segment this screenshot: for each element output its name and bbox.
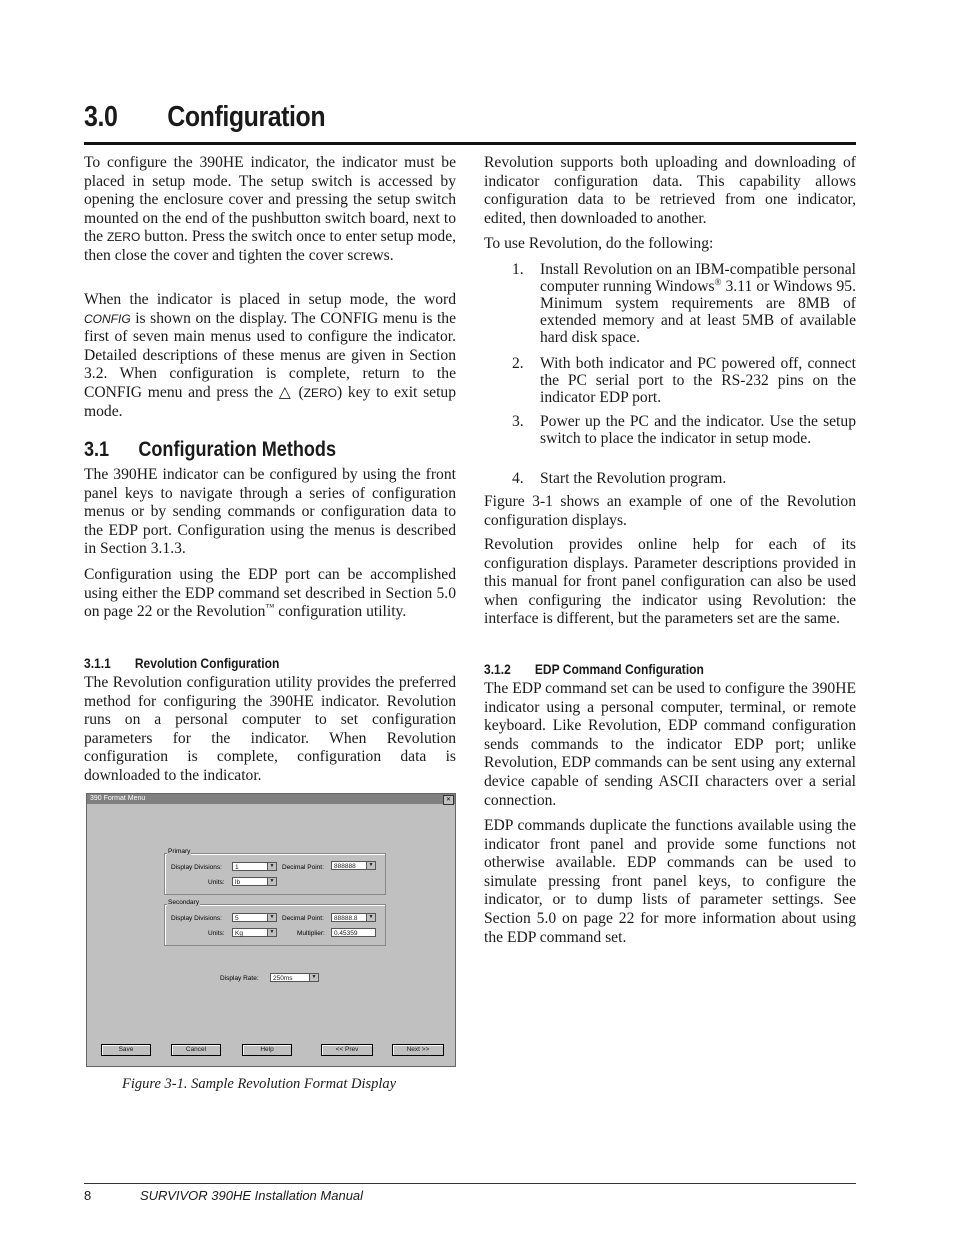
next-button[interactable]: Next >> [392,1044,444,1056]
multiplier-label: Multiplier: [297,930,325,937]
primary-group-label: Primary [168,848,191,855]
section-heading [84,101,325,134]
paragraph: Revolution provides online help for each of its configuration displays. Parameter descriptions provided in this manual for front panel configuration can also be used when configuring the indicator using Revolution: the interface is different, but the parameters set are the same. [484,536,856,628]
help-button[interactable]: Help [242,1044,292,1056]
dropdown-arrow-icon[interactable]: ▼ [267,863,276,870]
display-rate-label: Display Rate: [220,975,259,982]
primary-group [164,853,386,895]
display-rate-select[interactable]: 250ms ▼ [270,973,319,982]
footer-title: SURVIVOR 390HE Installation Manual [140,1188,364,1203]
cancel-button[interactable]: Cancel [171,1044,221,1056]
list-item: 2. With both indicator and PC powered off, connect the PC serial port to the RS-232 pins on the indicator EDP port. [512,355,856,406]
decimal-point-label: Decimal Point: [282,864,324,871]
format-menu-window [86,793,456,1067]
subsubsection-heading: 3.1.2 EDP Command Configuration [484,661,704,677]
paragraph: The EDP command set can be used to configure the 390HE indicator using a personal computer, terminal, or remote keyboard. Like Revolution, EDP command configuration sends commands to the indicator EDP port; unlike Revolution, EDP commands can be sent using any external device capable of sending ASCII characters over a serial connection. [484,680,856,809]
dropdown-arrow-icon[interactable]: ▼ [267,929,276,936]
paragraph: Revolution supports both uploading and downloading of indicator configuration data. This capability allows configuration data to be retrieved from one indicator, edited, then downloaded to another. [484,154,856,227]
primary-units-select[interactable]: lb ▼ [232,877,277,886]
zero-key-label: ZERO [303,385,337,400]
paragraph: The 390HE indicator can be configured by using the front panel keys to navigate through a series of configuration menus or by sending commands or configuration data to the EDP port. Configuration using the menus is described in Section 3.1.3. [84,466,456,558]
zero-key-label: ZERO [106,230,141,245]
footer-rule [84,1183,856,1184]
secondary-divisions-select[interactable]: 5 ▼ [232,913,277,922]
display-divisions-label: Display Divisions: [171,864,222,871]
primary-decimal-select[interactable]: 888888 ▼ [331,861,376,870]
subsection-heading: 3.1 Configuration Methods [84,438,336,461]
list-item: 1. Install Revolution on an IBM-compatible personal computer running Windows® 3.11 or Windows 95. Minimum system requirements are 8MB of extended memory and at least 5MB of available hard disk space. [512,261,856,346]
secondary-decimal-select[interactable]: 88888.8 ▼ [331,913,376,922]
primary-divisions-select[interactable]: 1 ▼ [232,862,277,871]
multiplier-input[interactable]: 0.45359 [331,928,376,937]
subsubsection-heading: 3.1.1 Revolution Configuration [84,655,280,671]
prev-button[interactable]: << Prev [321,1044,373,1056]
figure-caption: Figure 3-1. Sample Revolution Format Display [122,1076,397,1092]
dropdown-arrow-icon[interactable]: ▼ [267,878,276,885]
decimal-point-label: Decimal Point: [282,915,324,922]
window-title-bar [87,794,455,804]
dropdown-arrow-icon[interactable]: ▼ [267,914,276,921]
secondary-units-select[interactable]: Kg ▼ [232,928,277,937]
dropdown-arrow-icon[interactable]: ▼ [366,862,375,869]
page-number: 8 [84,1188,92,1203]
dropdown-arrow-icon[interactable]: ▼ [366,914,375,921]
paragraph: EDP commands duplicate the functions available using the indicator front panel and provide some functions not otherwise available. EDP commands can be used to simulate pressing front panel keys, to configure the indicator, or to dump lists of parameter settings. See Section 5.0 on page 22 for more information about using the EDP command set. [484,817,856,946]
section-number: 3.0 [84,101,118,133]
display-divisions-label: Display Divisions: [171,915,222,922]
list-item: 3. Power up the PC and the indicator. Use the setup switch to place the indicator in setup mode. [512,413,856,447]
dropdown-arrow-icon[interactable]: ▼ [309,974,318,981]
paragraph: Configuration using the EDP port can be accomplished using either the EDP command set described in Section 5.0 on page 22 or the Revolution™ configuration utility. [84,566,456,621]
paragraph: When the indicator is placed in setup mode, the word CONFIG is shown on the display. The CONFIG menu is the first of seven main menus used to configure the indicator. Detailed descriptions of these menus are given in Section 3.2. When configuration is complete, return to the CONFIG menu and press the △ (ZERO) key to exit setup mode. [84,291,456,420]
section-title: Configuration [167,101,326,133]
paragraph: To use Revolution, do the following: [484,235,714,252]
paragraph: The Revolution configuration utility provides the preferred method for configuring the 390HE indicator. Revolution runs on a personal computer to set configuration parameters for the indicator. When Revolution configuration is complete, configuration data is downloaded to the indicator. [84,674,456,784]
paragraph: To configure the 390HE indicator, the indicator must be placed in setup mode. The setup switch is accessed by opening the enclosure cover and pressing the setup switch mounted on the end of the pushbutton switch board, next to the ZERO button. Press the switch once to enter setup mode, then close the cover and tighten the cover screws. [84,154,457,264]
units-label: Units: [208,930,225,937]
heading-rule [84,142,856,145]
save-button[interactable]: Save [101,1044,151,1056]
secondary-group [164,904,386,946]
paragraph: Figure 3-1 shows an example of one of the Revolution configuration displays. [484,493,856,529]
units-label: Units: [208,879,225,886]
secondary-group-label: Secondary [168,899,200,906]
list-item: 4. Start the Revolution program. [512,470,727,487]
close-icon[interactable]: ✕ [443,795,454,805]
config-display-word: CONFIG [84,311,131,326]
window-title: 390 Format Menu [90,795,146,802]
